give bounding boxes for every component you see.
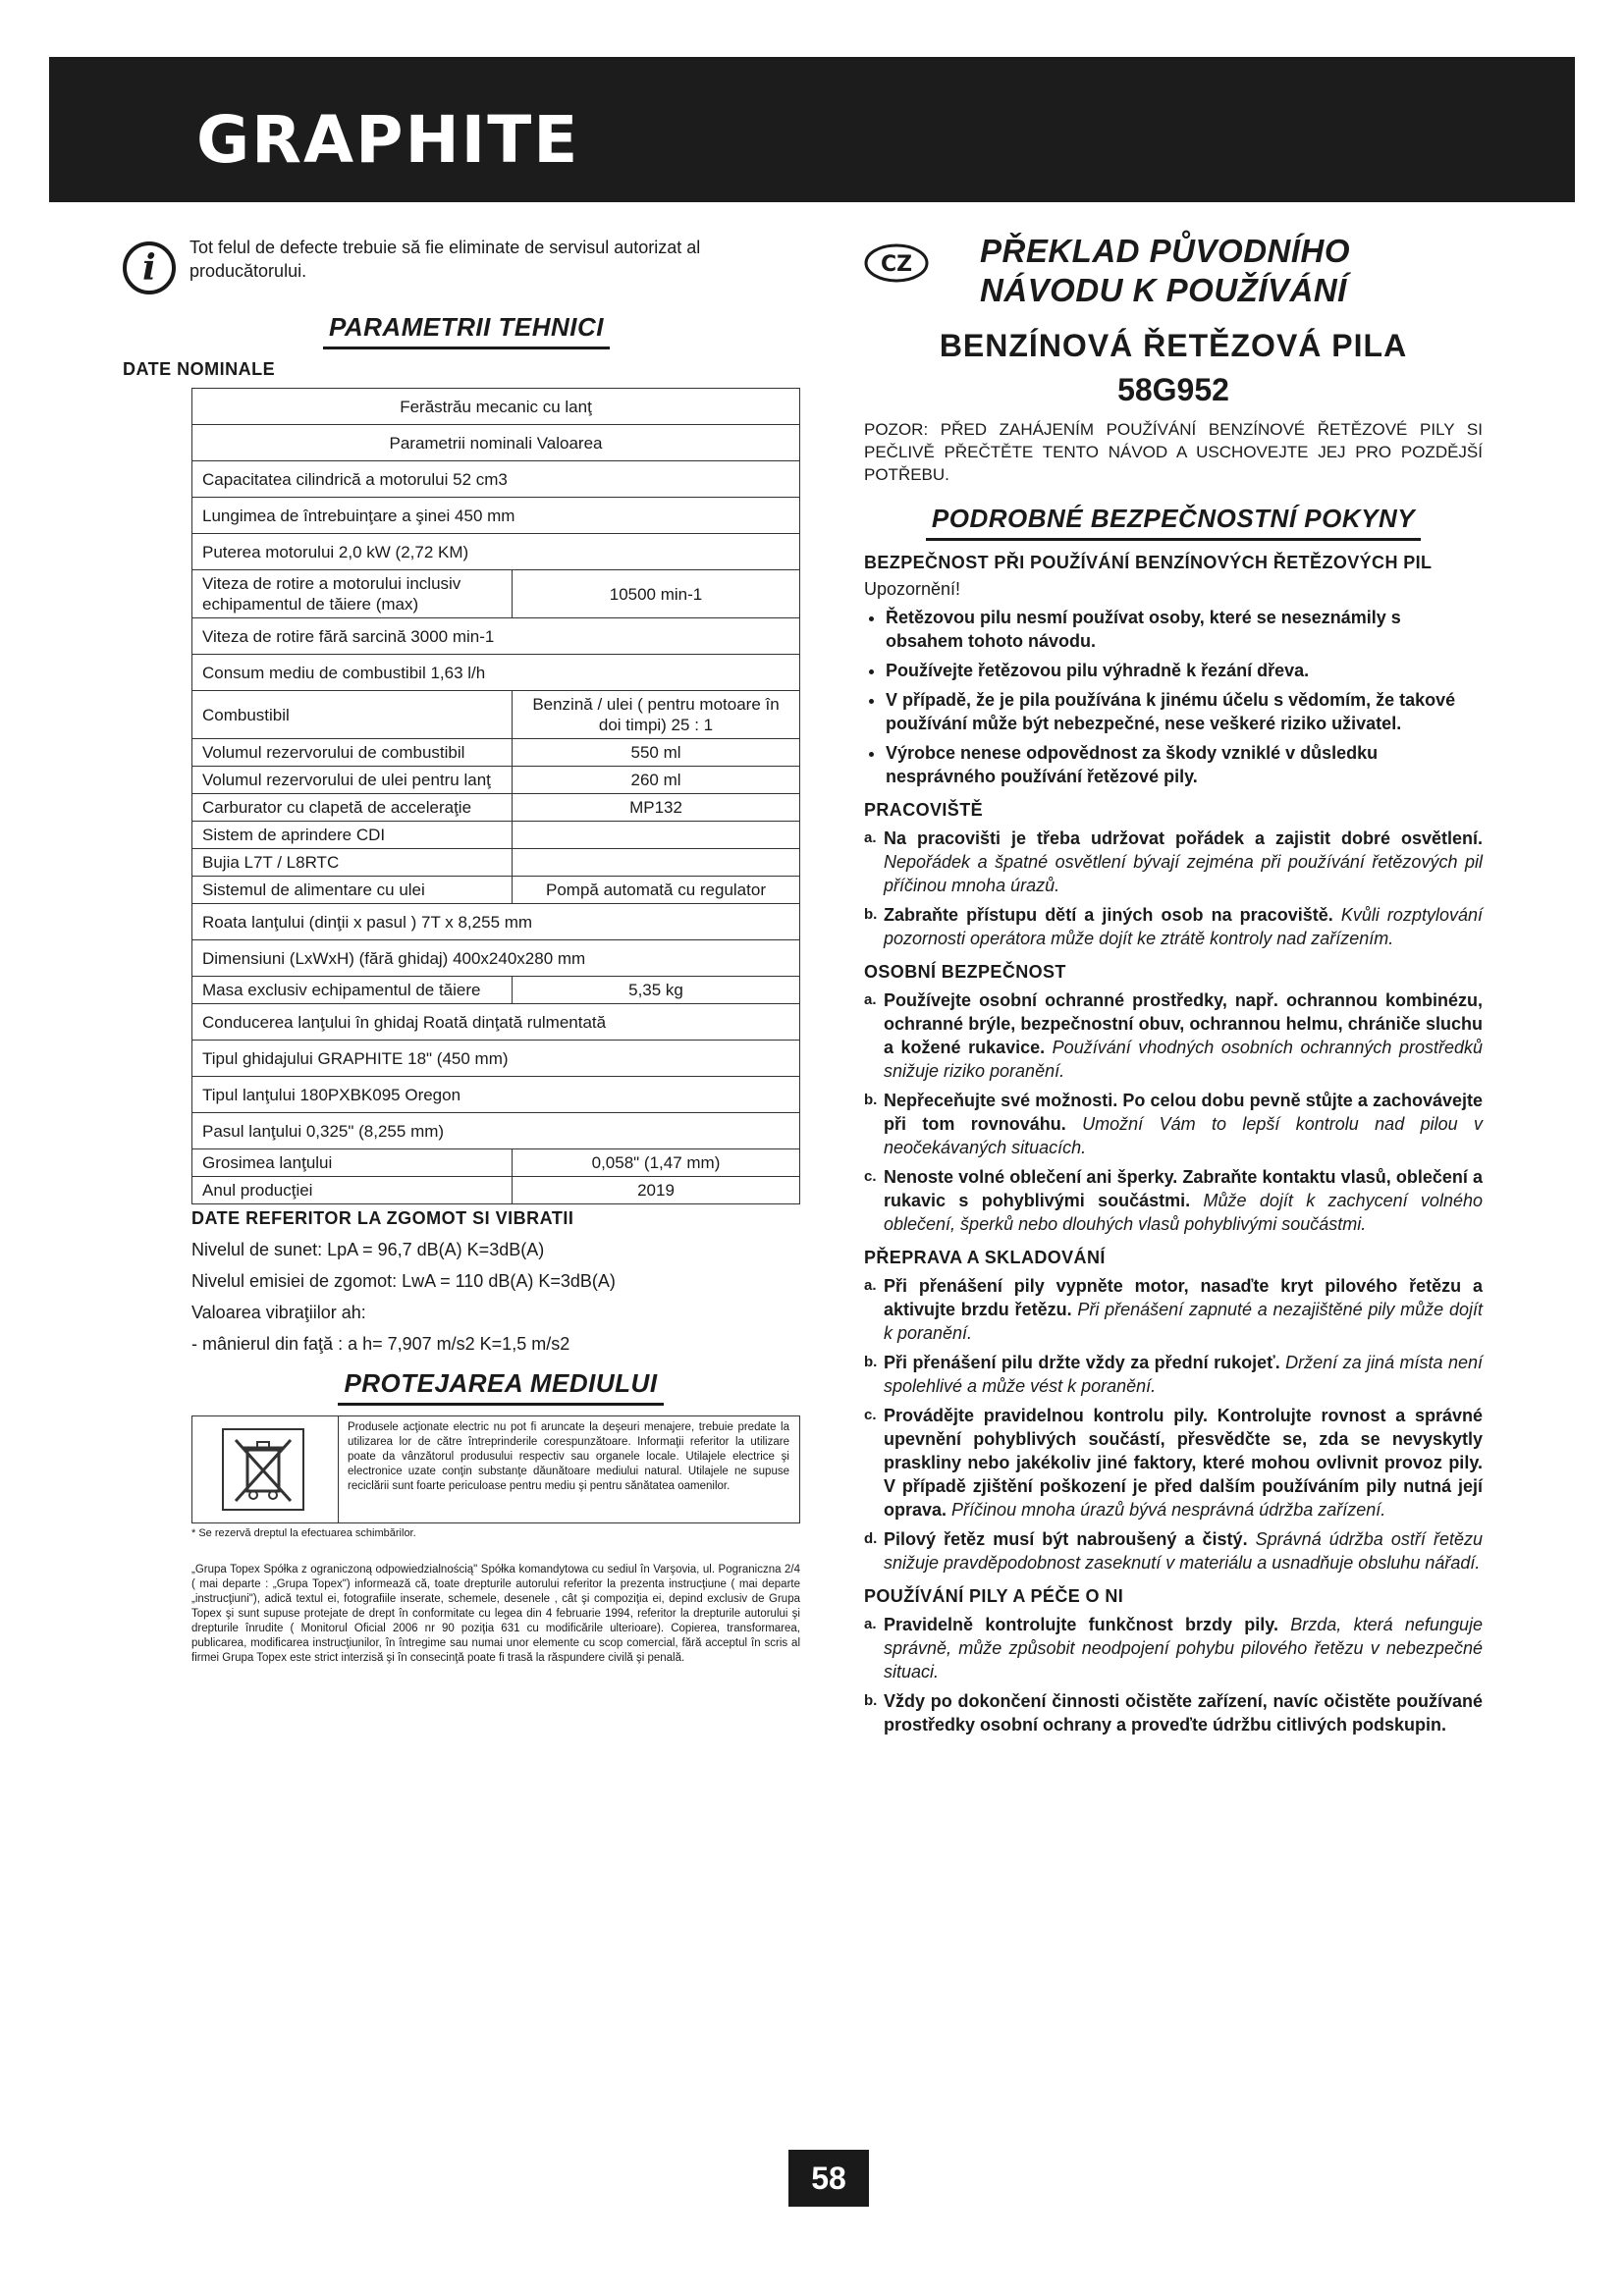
list-item — [864, 1613, 1483, 1683]
product-name: BENZÍNOVÁ ŘETĚZOVÁ PILA — [939, 328, 1408, 363]
item-marker: c. — [864, 1168, 877, 1185]
crossed-bin-icon — [222, 1428, 304, 1511]
table-row — [192, 534, 800, 570]
table-cell-label: Grosimea lanţului — [192, 1149, 513, 1177]
table-row — [192, 794, 800, 822]
table-cell-value: Pompă automată cu regulator — [513, 877, 800, 904]
reserve-note: * Se rezervă dreptul la efectuarea schimbărilor. — [191, 1527, 416, 1539]
table-cell-value: 0,058" (1,47 mm) — [513, 1149, 800, 1177]
list-item: • V případě, že je pila používána k jinému účelu s vědomím, že takové používání může být nebezpečné, nese veškeré riziko uživatel. — [886, 688, 1483, 735]
copyright-text: „Grupa Topex Spółka z ograniczoną odpowiedzialnością" Spółka komandytowa cu sediul în Varşovia, ul. Pograniczna 2/4 ( mai departe : „Grupa Topex") informează că, toate drepturile autorului referitor la prezenta instrucţiune ( mai departe „instrucţiuni"), adică textul ei, fotografiile inserate, schemele, desenele , cât şi compoziţia ei, depind exclusiv de Grupa Topex şi sunt supuse protejate de drept în conformitate cu legea din 4 februarie 1994, referitor la drepturile autorului şi drepturile înrudite ( Monitorul Oficial 2006 nr 90 poziţia 631 cu modificările ulterioare). Copierea, transformarea, publicarea, modificarea instrucţiunilor, în întregime sau numai unor elemente cu scop comercial, fără acceptul în scris al firmei Grupa Topex este strict interzisă şi în consecinţă poate fi trasă la răspundere civilă şi penală. — [191, 1564, 800, 1664]
item-italic-text: Používání vhodných osobních ochranných prostředků snižuje riziko poranění. — [884, 1038, 1484, 1081]
info-note — [123, 232, 810, 300]
table-row — [192, 739, 800, 767]
chainsaw-safety-title: BEZPEČNOST PŘI POUŽÍVÁNÍ BENZÍNOVÝCH ŘETĚZOVÝCH PIL — [864, 553, 1433, 572]
table-row — [192, 498, 800, 534]
table-cell-value: 10500 min-1 — [513, 570, 800, 618]
item-bold-text: Nenoste volné oblečení ani šperky. Zabraňte kontaktu vlasů, oblečení a rukavic s pohyblivými součástmi. — [884, 1167, 1483, 1210]
item-marker: c. — [864, 1407, 877, 1423]
table-row — [192, 904, 800, 940]
list-item — [864, 1351, 1483, 1398]
item-text — [884, 1351, 1483, 1398]
table-row — [192, 1004, 800, 1041]
table-row — [192, 940, 800, 977]
noise-line: Valoarea vibraţiilor ah: — [191, 1303, 366, 1322]
table-cell-value — [513, 849, 800, 877]
table-cell: Viteza de rotire fără sarcină 3000 min-1 — [192, 618, 800, 655]
safety-title: PODROBNÉ BEZPEČNOSTNÍ POKYNY — [864, 504, 1483, 541]
table-cell-value: 5,35 kg — [513, 977, 800, 1004]
item-text — [884, 1613, 1483, 1683]
item-text — [884, 1089, 1483, 1159]
translation-title-2: NÁVODU K POUŽÍVÁNÍ — [980, 272, 1347, 308]
table-cell: Capacitatea cilindrică a motorului 52 cm3 — [192, 461, 800, 498]
item-italic-text: Držení za jiná místa není spolehlivé a může vést k poranění. — [884, 1353, 1483, 1396]
item-bold-text: Používejte osobní ochranné prostředky, např. ochrannou kombinézu, ochranné brýle, bezpečnostní obuv, ochrannou helmu, chrániče sluchu a kožené rukavice. — [884, 990, 1483, 1057]
table-cell: Consum mediu de combustibil 1,63 l/h — [192, 655, 800, 691]
item-bold-text: Vždy po dokončení činnosti očistěte zařízení, navíc očistěte používané prostředky osobní ochrany a proveďte údržbu citlivých podskupin. — [884, 1691, 1483, 1735]
table-row — [192, 1177, 800, 1204]
table-row — [192, 767, 800, 794]
list-item — [864, 1404, 1483, 1522]
item-bold-text: Pravidelně kontrolujte funkčnost brzdy pily. — [884, 1615, 1278, 1634]
item-bold-text: Při přenášení pilu držte vždy za přední rukojeť. — [884, 1353, 1280, 1372]
list-item — [864, 1089, 1483, 1159]
transport-list — [864, 1274, 1483, 1575]
workplace-list — [864, 827, 1483, 950]
item-italic-text: Může dojít k zachycení volného oblečení, šperků nebo dlouhých vlasů pohyblivými součástmi. — [884, 1191, 1483, 1234]
table-row — [192, 1113, 800, 1149]
noise-line: - mânierul din faţă : a h= 7,907 m/s2 K=1,5 m/s2 — [191, 1334, 570, 1354]
item-marker: a. — [864, 991, 877, 1008]
item-text — [884, 1274, 1483, 1345]
table-cell-value: 550 ml — [513, 739, 800, 767]
table-row — [192, 570, 800, 618]
page-number: 58 — [788, 2150, 869, 2207]
upozorneni-label: Upozornění! — [864, 579, 961, 599]
table-cell-value: 260 ml — [513, 767, 800, 794]
item-marker: d. — [864, 1530, 878, 1547]
translation-title-1: PŘEKLAD PŮVODNÍHO — [980, 233, 1351, 269]
noise-section — [191, 1208, 810, 1357]
table-cell-value: 2019 — [513, 1177, 800, 1204]
specs-table — [191, 388, 800, 1204]
personal-list — [864, 988, 1483, 1236]
table-cell-value: MP132 — [513, 794, 800, 822]
list-item — [864, 1165, 1483, 1236]
item-marker: b. — [864, 1692, 878, 1709]
item-marker: a. — [864, 1277, 877, 1294]
table-row — [192, 849, 800, 877]
table-cell: Tipul lanţului 180PXBK095 Oregon — [192, 1077, 800, 1113]
table-cell-label: Sistem de aprindere CDI — [192, 822, 513, 849]
table-row — [192, 1149, 800, 1177]
item-italic-text: Správná údržba ostří řetězu snižuje pravděpodobnost zaseknutí v materiálu a usnadňuje obsluhu nářadí. — [884, 1529, 1483, 1573]
item-bold-text: Při přenášení pily vypněte motor, nasaďte kryt pilového řetězu a aktivujte brzdu řetězu. — [884, 1276, 1483, 1319]
table-row — [192, 877, 800, 904]
item-italic-text: Příčinou mnoha úrazů bývá nesprávná údržba zařízení. — [951, 1500, 1386, 1520]
item-text — [884, 827, 1483, 897]
model-number: 58G952 — [1117, 372, 1229, 407]
item-text — [884, 903, 1483, 950]
right-column — [864, 232, 1483, 1742]
table-row — [192, 1077, 800, 1113]
table-cell-label: Masa exclusiv echipamentul de tăiere — [192, 977, 513, 1004]
weee-text: Produsele acţionate electric nu pot fi aruncate la deşeuri menajere, trebuie predate la utilizarea lor de către întreprinderile corespunzătoare. Informaţii referitor la utilizare poate da vânzătorul produsului respectiv sau organele locale. Utilajele electrice şi electronice uzate conţin substanţe dăunătoare mediului natural. Utilajele ne supuse reciclării sunt foarte periculoase pentru mediu şi pentru sănătatea oamenilor. — [348, 1421, 789, 1492]
table-cell-label: Bujia L7T / L8RTC — [192, 849, 513, 877]
personal-title: OSOBNÍ BEZPEČNOST — [864, 962, 1066, 982]
list-item — [864, 1274, 1483, 1345]
item-text — [884, 1165, 1483, 1236]
table-row — [192, 461, 800, 498]
item-marker: b. — [864, 906, 878, 923]
item-marker: a. — [864, 829, 877, 846]
table-cell: Dimensiuni (LxWxH) (fără ghidaj) 400x240x280 mm — [192, 940, 800, 977]
list-item — [864, 988, 1483, 1083]
bullet-list — [864, 606, 1483, 788]
list-item: • Používejte řetězovou pilu výhradně k řezání dřeva. — [886, 659, 1483, 682]
list-item — [864, 1527, 1483, 1575]
table-cell-label: Carburator cu clapetă de acceleraţie — [192, 794, 513, 822]
list-item: • Řetězovou pilu nesmí používat osoby, které se neseznámily s obsahem tohoto návodu. — [886, 606, 1483, 653]
table-cell-label: Combustibil — [192, 691, 513, 739]
item-text — [884, 988, 1483, 1083]
list-item — [864, 1689, 1483, 1736]
cz-flag-icon — [864, 243, 929, 283]
table-row — [192, 618, 800, 655]
use-title: POUŽÍVÁNÍ PILY A PÉČE O NI — [864, 1586, 1124, 1606]
table-row — [192, 655, 800, 691]
item-bold-text: Zabraňte přístupu dětí a jiných osob na pracoviště. — [884, 905, 1333, 925]
item-bold-text: Provádějte pravidelnou kontrolu pily. Kontrolujte rovnost a správné upevnění pohyblivých součástí, přesvědčte se, zda se nevyskytly praskliny nebo jakékoliv jiné faktory, které mohou ovlivnit provoz pily. V případě zjištění poškození je před dalším používáním pily nutná její oprava. — [884, 1406, 1483, 1520]
table-head-2: Parametrii nominali Valoarea — [192, 425, 800, 461]
table-cell-label: Anul producţiei — [192, 1177, 513, 1204]
env-title: PROTEJAREA MEDIULUI — [191, 1368, 810, 1406]
table-row — [192, 691, 800, 739]
table-cell: Pasul lanţului 0,325" (8,255 mm) — [192, 1113, 800, 1149]
item-italic-text: Brzda, která nefunguje správně, může způsobit neodpojení pohybu pilového řetězu v nebezpečné situaci. — [884, 1615, 1483, 1682]
table-cell-label: Volumul rezervorului de combustibil — [192, 739, 513, 767]
item-text — [884, 1527, 1483, 1575]
table-header-row — [192, 389, 800, 425]
noise-title: DATE REFERITOR LA ZGOMOT SI VIBRATII — [191, 1208, 574, 1228]
table-cell-label: Volumul rezervorului de ulei pentru lanţ — [192, 767, 513, 794]
table-cell-value — [513, 822, 800, 849]
info-note-text: Tot felul de defecte trebuie să fie eliminate de servisul autorizat al producătorului. — [189, 238, 701, 281]
list-item — [864, 827, 1483, 897]
warning-text: POZOR: PŘED ZAHÁJENÍM POUŽÍVÁNÍ BENZÍNOVÉ ŘETĚZOVÉ PILY SI PEČLIVĚ PŘEČTĚTE TENTO NÁVOD A USCHOVEJTE JEJ PRO POZDĚJŠÍ POTŘEBU. — [864, 420, 1483, 484]
table-cell: Puterea motorului 2,0 kW (2,72 KM) — [192, 534, 800, 570]
table-row — [192, 822, 800, 849]
item-bold-text: Pilový řetěz musí být nabroušený a čistý. — [884, 1529, 1248, 1549]
item-text — [884, 1689, 1483, 1736]
item-marker: a. — [864, 1616, 877, 1632]
workplace-title: PRACOVIŠTĚ — [864, 800, 984, 820]
table-cell: Conducerea lanţului în ghidaj Roată dinţată rulmentată — [192, 1004, 800, 1041]
item-italic-text: Umožní Vám to lepší kontrolu nad pilou v neočekávaných situacích. — [884, 1114, 1483, 1157]
cz-badge-text: CZ — [880, 252, 913, 277]
item-marker: b. — [864, 1092, 878, 1108]
table-cell: Roata lanţului (dinţii x pasul ) 7T x 8,255 mm — [192, 904, 800, 940]
weee-box — [191, 1415, 800, 1523]
table-header-row — [192, 425, 800, 461]
list-item: • Výrobce nenese odpovědnost za škody vzniklé v důsledku nesprávného používání řetězové pily. — [886, 741, 1483, 788]
item-text — [884, 1404, 1483, 1522]
item-italic-text: Kvůli rozptylování pozornosti operátora může dojít ke ztrátě kontroly nad zařízením. — [884, 905, 1483, 948]
table-cell-value: Benzină / ulei ( pentru motoare în doi timpi) 25 : 1 — [513, 691, 800, 739]
table-cell: Lungimea de întrebuinţare a şinei 450 mm — [192, 498, 800, 534]
item-italic-text: Nepořádek a špatné osvětlení bývají zejména při používání řetězových pil příčinou mnoha úrazů. — [884, 852, 1483, 895]
noise-line: Nivelul de sunet: LpA = 96,7 dB(A) K=3dB(A) — [191, 1240, 545, 1259]
table-cell-label: Sistemul de alimentare cu ulei — [192, 877, 513, 904]
use-list — [864, 1613, 1483, 1736]
list-item — [864, 903, 1483, 950]
nominal-data-title: DATE NOMINALE — [123, 359, 276, 379]
item-bold-text: Na pracovišti je třeba udržovat pořádek a zajistit dobré osvětlení. — [884, 828, 1483, 848]
table-cell-label: Viteza de rotire a motorului inclusiv echipamentul de tăiere (max) — [192, 570, 513, 618]
table-row — [192, 977, 800, 1004]
info-icon: i — [123, 241, 176, 294]
item-italic-text: Při přenášení zapnuté a nezajištěné pily může dojít k poranění. — [884, 1300, 1483, 1343]
brand-logo: GRAPHITE — [196, 102, 580, 178]
transport-title: PŘEPRAVA A SKLADOVÁNÍ — [864, 1248, 1106, 1267]
cz-title-block — [864, 232, 1483, 310]
table-cell: Tipul ghidajului GRAPHITE 18" (450 mm) — [192, 1041, 800, 1077]
noise-line: Nivelul emisiei de zgomot: LwA = 110 dB(A) K=3dB(A) — [191, 1271, 616, 1291]
table-head-1: Ferăstrău mecanic cu lanţ — [192, 389, 800, 425]
left-column — [123, 232, 810, 1666]
item-bold-text: Nepřeceňujte své možnosti. Po celou dobu pevně stůjte a zachovávejte při tom rovnováhu. — [884, 1091, 1483, 1134]
weee-divider — [338, 1416, 339, 1522]
table-row — [192, 1041, 800, 1077]
header-bar — [49, 57, 1575, 202]
item-marker: b. — [864, 1354, 878, 1370]
tech-params-title: PARAMETRII TEHNICI — [123, 312, 810, 349]
